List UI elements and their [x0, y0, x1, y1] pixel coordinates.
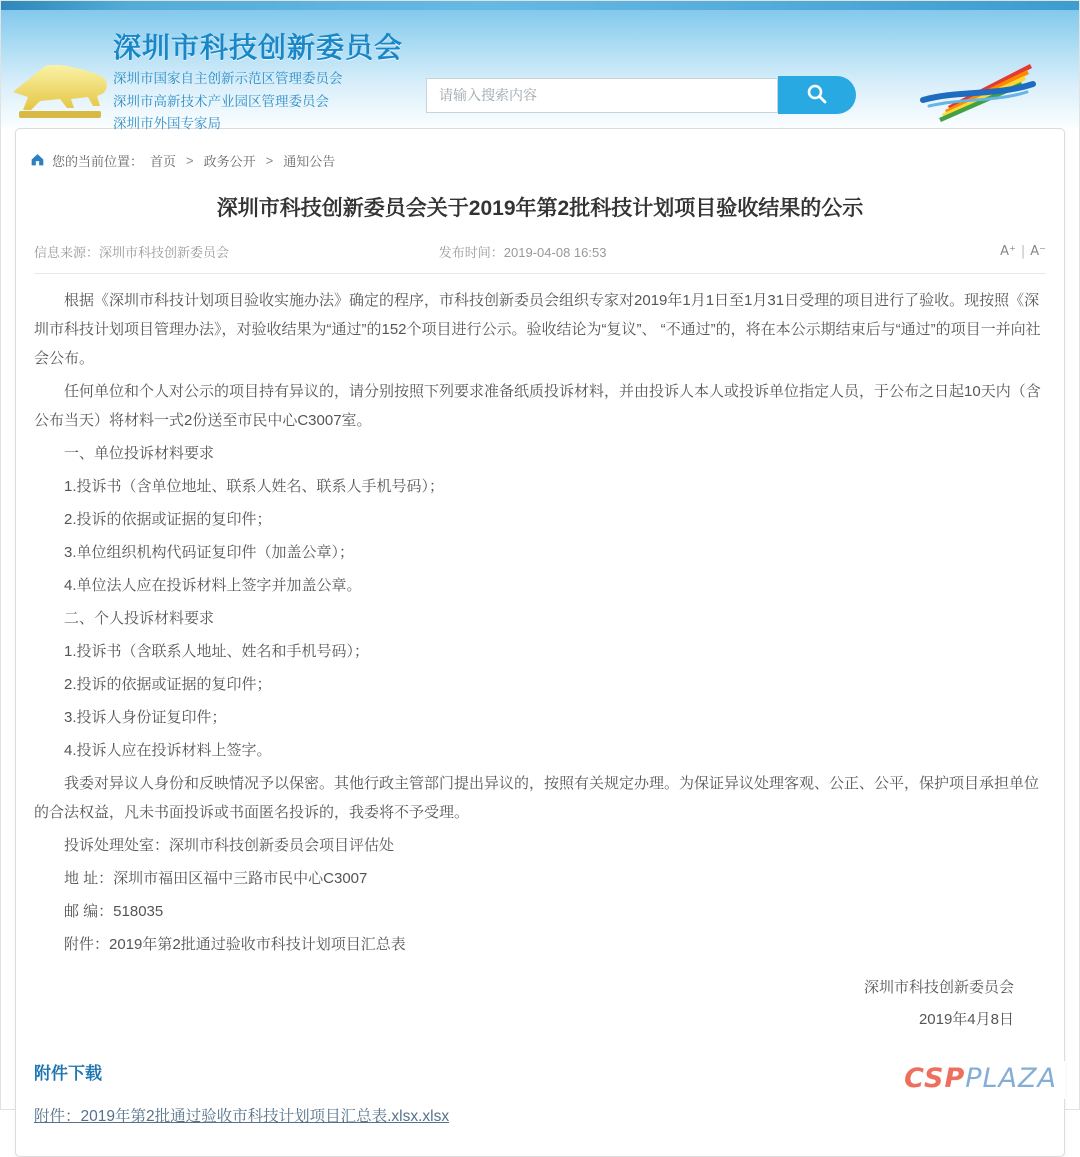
- breadcrumb-prefix: 您的当前位置：: [52, 154, 144, 169]
- font-decrease-button[interactable]: A⁻: [1030, 244, 1046, 259]
- article-paragraph: 1.投诉书（含联系人地址、姓名和手机号码）；: [64, 643, 370, 660]
- org-subtitle-3: 深圳市外国专家局: [113, 116, 221, 131]
- search-button[interactable]: [778, 76, 856, 114]
- article-paragraph: 投诉处理处室：深圳市科技创新委员会项目评估处: [64, 837, 395, 854]
- signature-block: [16, 973, 1064, 1035]
- search-icon: [805, 82, 829, 109]
- font-increase-button[interactable]: A⁺: [1000, 244, 1016, 259]
- article-body: [16, 274, 1064, 959]
- article-paragraph: 2.投诉的依据或证据的复印件；: [64, 676, 272, 693]
- watermark-csp: CSP: [904, 1063, 966, 1094]
- org-subtitle-1: 深圳市国家自主创新示范区管理委员会: [113, 71, 343, 86]
- article-paragraph: 任何单位和个人对公示的项目持有异议的，请分别按照下列要求准备纸质投诉材料，并由投诉人本人或投诉单位指定人员，于公布之日起10天内（含公布当天）将材料一式2份送至市民中心C3007室。: [34, 383, 1041, 429]
- article-paragraph: 1.投诉书（含单位地址、联系人姓名、联系人手机号码）；: [64, 478, 445, 495]
- breadcrumb-item-notices[interactable]: 通知公告: [283, 154, 336, 169]
- article-paragraph: 一、单位投诉材料要求: [64, 445, 215, 462]
- signature-org: 深圳市科技创新委员会: [863, 979, 1014, 996]
- site-header: [1, 10, 1079, 131]
- org-titles: [113, 26, 403, 134]
- article-paragraph: 4.单位法人应在投诉材料上签字并加盖公章。: [64, 577, 362, 594]
- article-paragraph: 3.投诉人身份证复印件；: [64, 709, 227, 726]
- watermark-plaza: PLAZA: [965, 1063, 1057, 1094]
- content-panel: [15, 128, 1065, 1157]
- article-paragraph: 2.投诉的依据或证据的复印件；: [64, 511, 272, 528]
- article-paragraph: 3.单位组织机构代码证复印件（加盖公章）；: [64, 544, 355, 561]
- meta-source: 信息来源：深圳市科技创新委员会: [34, 245, 230, 260]
- article-paragraph: 根据《深圳市科技计划项目验收实施办法》确定的程序，市科技创新委员会组织专家对2019年1月1日至1月31日受理的项目进行了验收。现按照《深圳市科技计划项目管理办法》，对验收结果为“通过”的152个项目进行公示。验收结论为“复议”、 “不通过”的，将在本公示期结束后与“通过”的项目一并向社会公布。: [34, 292, 1041, 367]
- meta-publish-time: 发布时间：2019-04-08 16:53: [438, 245, 607, 260]
- signature-date: 2019年4月8日: [918, 1011, 1014, 1028]
- breadcrumb-item-home[interactable]: 首页: [150, 154, 177, 169]
- article-paragraph: 邮 编：518035: [64, 903, 164, 920]
- breadcrumb-separator: >: [186, 153, 194, 168]
- search-bar: [426, 76, 856, 114]
- rainbow-bird-logo: [919, 60, 1037, 127]
- attachment-download-link[interactable]: 附件：2019年第2批通过验收市科技计划项目汇总表.xlsx.xlsx: [34, 1108, 450, 1125]
- home-icon: [30, 152, 45, 170]
- org-main-title: 深圳市科技创新委员会: [113, 32, 404, 63]
- font-size-controls: [1000, 244, 1046, 259]
- golden-bull-logo: [9, 38, 111, 127]
- breadcrumb-separator: >: [265, 153, 274, 168]
- article-meta: [34, 242, 1046, 274]
- article-paragraph: 我委对异议人身份和反映情况予以保密。其他行政主管部门提出异议的，按照有关规定办理。为保证异议处理客观、公正、公平，保护项目承担单位的合法权益，凡未书面投诉或书面匿名投诉的，我委将不予受理。: [34, 775, 1040, 821]
- org-subtitle-2: 深圳市高新技术产业园区管理委员会: [113, 93, 329, 109]
- breadcrumb-item-gov-info[interactable]: 政务公开: [203, 154, 256, 169]
- breadcrumb: [16, 129, 1064, 170]
- csp-plaza-watermark: [890, 1061, 1065, 1099]
- article-paragraph: 4.投诉人应在投诉材料上签字。: [64, 742, 272, 759]
- font-controls-divider: |: [1020, 244, 1026, 259]
- article-paragraph: 附件：2019年第2批通过验收市科技计划项目汇总表: [64, 936, 406, 953]
- article-paragraph: 二、个人投诉材料要求: [64, 610, 215, 627]
- article-title: 深圳市科技创新委员会关于2019年第2批科技计划项目验收结果的公示: [216, 197, 864, 220]
- search-input[interactable]: [426, 78, 778, 113]
- article-paragraph: 地 址：深圳市福田区福中三路市民中心C3007: [64, 870, 368, 887]
- attachment-section-title: 附件下载: [34, 1064, 102, 1083]
- top-accent-bar: [1, 1, 1079, 10]
